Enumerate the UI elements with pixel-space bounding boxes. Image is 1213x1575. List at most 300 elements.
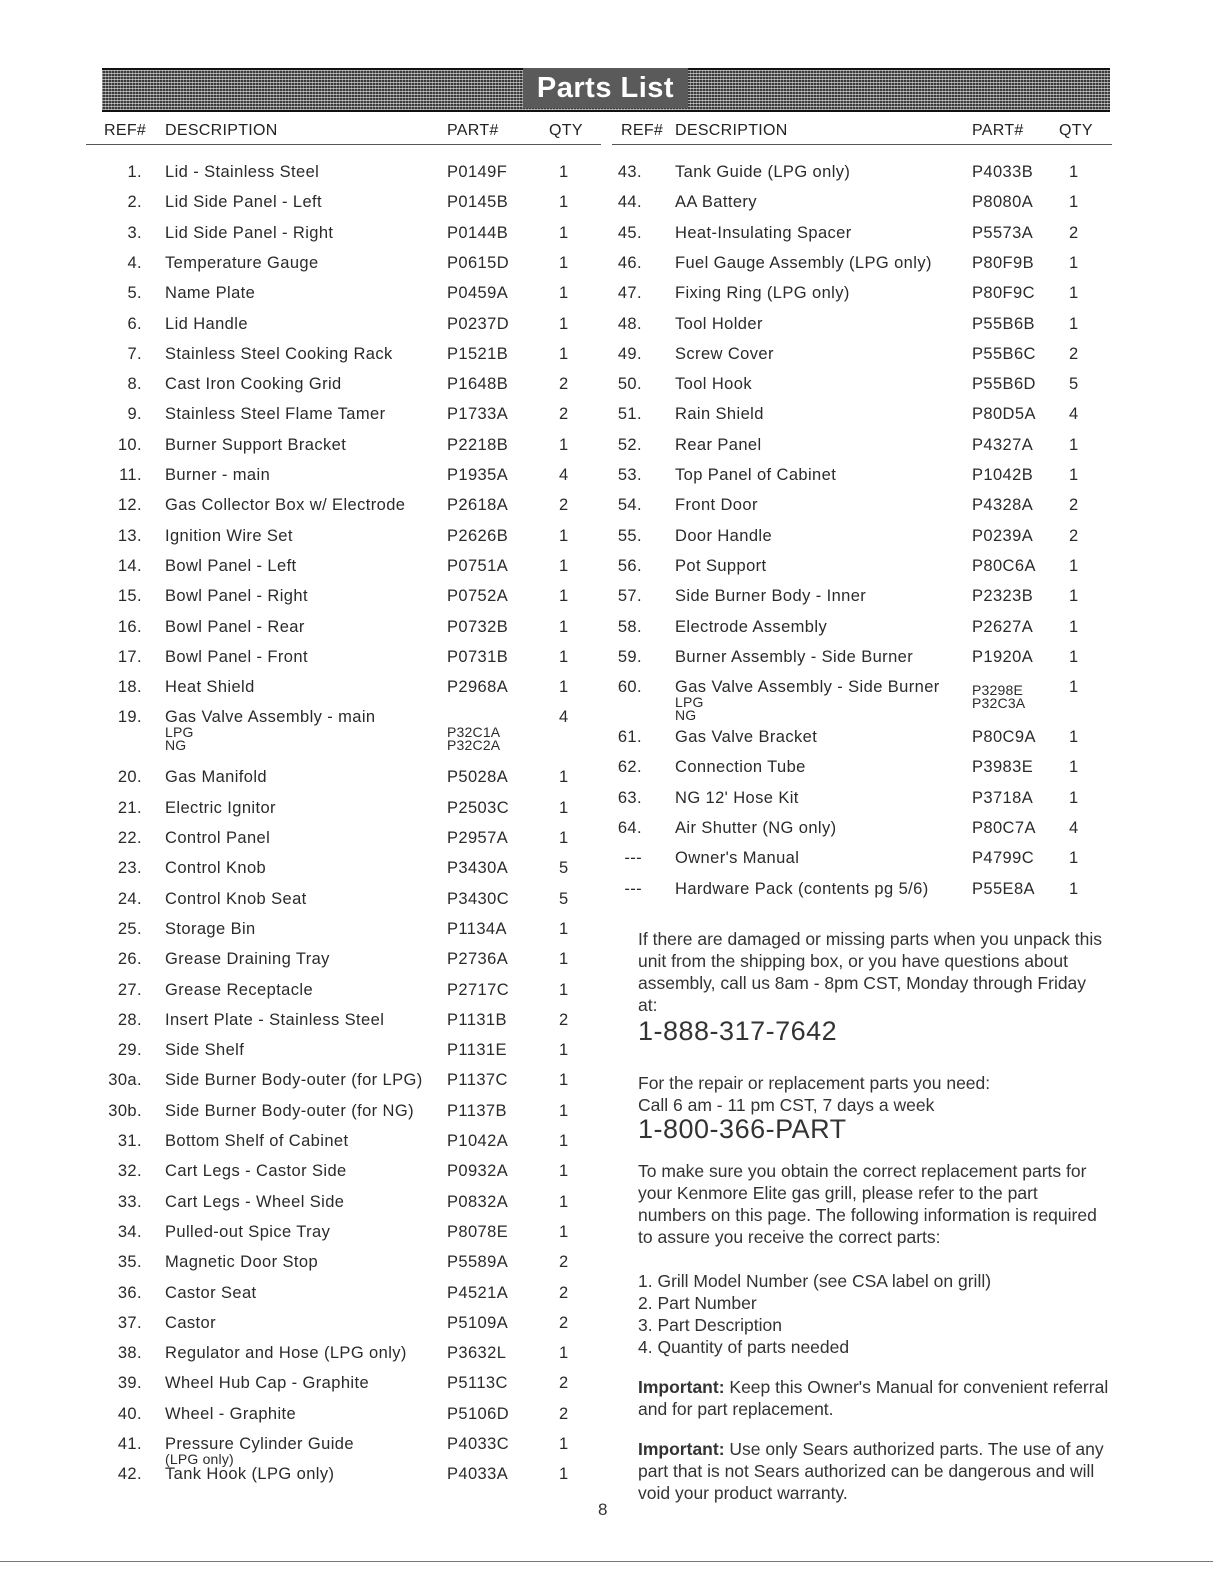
ref-cell: 4. — [127, 253, 142, 272]
description-cell: Burner - main — [165, 466, 271, 484]
qty-cell: 2 — [559, 405, 569, 424]
ref-cell: 50. — [617, 375, 642, 394]
part-number-cell: P5028A — [447, 768, 509, 787]
ref-cell: 32. — [117, 1162, 142, 1181]
support-intro: If there are damaged or missing parts when you unpack this unit from the shipping box, or you have questions about assembly, call us 8am - 8pm CST, Monday through Friday at: — [638, 929, 1102, 1015]
part-number-cell: P3430A — [447, 859, 509, 878]
description-cell: Fixing Ring (LPG only) — [675, 284, 850, 303]
ref-cell: 58. — [617, 617, 642, 636]
header-qty: QTY — [549, 122, 583, 139]
description-cell: Electrode Assembly — [675, 617, 828, 636]
qty-cell: 1 — [1069, 193, 1079, 212]
qty-cell: 1 — [1069, 617, 1079, 636]
part-number-cell: P3983E — [972, 758, 1034, 777]
qty-cell: 1 — [1069, 314, 1079, 333]
part-number-cell: P2736A — [447, 950, 509, 969]
header-qty: QTY — [1059, 122, 1093, 139]
description-cell: Heat-Insulating Spacer — [675, 223, 852, 242]
ref-cell: 54. — [617, 496, 642, 515]
qty-cell: 1 — [559, 1132, 569, 1150]
part-number-cell: P1521B — [447, 344, 509, 363]
description-cell: Bowl Panel - Right — [165, 587, 308, 606]
qty-cell: 1 — [1069, 758, 1079, 777]
ref-cell: 14. — [117, 556, 142, 575]
part-number-cell: P2503C — [447, 798, 510, 817]
part-number-cell: P1935A — [447, 466, 509, 484]
part-number-cell: P0752A — [447, 587, 509, 606]
ref-cell: 45. — [617, 223, 642, 242]
qty-cell: 1 — [559, 435, 569, 454]
obtain-parts-text: To make sure you obtain the correct replacement parts for your Kenmore Elite gas grill, please refer to the part numbers on this page. The following information is required to assure you receive the correct parts: — [638, 1161, 1097, 1247]
part-number-cell: P4328A — [972, 496, 1034, 515]
description-cell: Ignition Wire Set — [165, 526, 293, 545]
ref-cell: 38. — [117, 1344, 142, 1363]
ref-cell: 23. — [117, 859, 142, 878]
qty-cell: 1 — [559, 1344, 569, 1363]
header-part: PART# — [447, 122, 499, 139]
part-number-cell: P2627A — [972, 617, 1034, 636]
ref-cell: 29. — [117, 1041, 142, 1060]
parts-table-right — [612, 122, 1112, 898]
ref-cell: 3. — [127, 223, 142, 242]
ref-cell: 18. — [117, 678, 142, 697]
ref-cell: 20. — [117, 768, 142, 787]
ref-cell: 41. — [117, 1435, 142, 1453]
qty-cell: 1 — [559, 1435, 569, 1453]
header-part: PART# — [972, 122, 1024, 139]
ref-cell: 7. — [127, 344, 142, 363]
qty-cell: 1 — [559, 617, 569, 636]
description-cell: Grease Receptacle — [165, 980, 314, 999]
ref-cell: 57. — [617, 587, 642, 606]
qty-cell: 1 — [559, 1101, 569, 1120]
qty-cell: 1 — [1069, 284, 1079, 303]
description-cell: Wheel Hub Cap - Graphite — [165, 1374, 370, 1393]
qty-cell: 1 — [559, 223, 569, 242]
ref-cell: 47. — [617, 284, 642, 303]
qty-cell: 1 — [1069, 587, 1079, 606]
page-title: Parts List — [523, 68, 688, 108]
variant-label: (LPG only) — [165, 1451, 234, 1467]
qty-cell: 1 — [559, 253, 569, 272]
part-number-cell: P4033C — [447, 1435, 510, 1453]
qty-cell: 1 — [559, 1192, 569, 1211]
support-phone-2: 1-800-366-PART — [638, 1114, 847, 1144]
ref-cell: 30b. — [108, 1101, 142, 1120]
repair-hours: Call 6 am - 11 pm CST, 7 days a week — [638, 1095, 935, 1115]
description-cell: Cart Legs - Wheel Side — [165, 1192, 345, 1211]
qty-cell: 1 — [559, 768, 569, 787]
ref-cell: 37. — [117, 1313, 142, 1332]
description-cell: Top Panel of Cabinet — [675, 466, 837, 484]
description-cell: Gas Valve Assembly - Side Burner — [675, 678, 940, 697]
important-note-2 — [638, 1438, 1110, 1504]
ref-cell: 2. — [127, 193, 142, 212]
ref-cell: 39. — [117, 1374, 142, 1393]
part-number-cell: P3718A — [972, 788, 1034, 807]
variant-part-number: P3298E — [972, 682, 1024, 699]
qty-cell: 2 — [559, 1313, 569, 1332]
ref-cell: 42. — [117, 1465, 142, 1484]
part-number-cell: P2968A — [447, 678, 509, 697]
qty-cell: 1 — [1069, 647, 1079, 666]
description-cell: Stainless Steel Flame Tamer — [165, 405, 386, 424]
description-cell: Owner's Manual — [675, 849, 800, 868]
qty-cell: 2 — [1069, 526, 1079, 545]
ref-cell: 46. — [617, 253, 642, 272]
variant-part-number: P32C2A — [447, 737, 501, 754]
ref-cell: 31. — [117, 1132, 142, 1150]
qty-cell: 1 — [1069, 849, 1079, 868]
ref-cell: 64. — [617, 819, 642, 837]
ref-cell: 30a. — [108, 1071, 142, 1090]
part-number-cell: P0237D — [447, 314, 510, 333]
ref-cell: 17. — [117, 647, 142, 666]
description-cell: Rain Shield — [675, 405, 764, 424]
variant-part-number: P32C1A — [447, 724, 501, 741]
qty-cell: 1 — [559, 314, 569, 333]
ref-cell: 28. — [117, 1010, 142, 1029]
ref-cell: 40. — [117, 1404, 142, 1423]
ref-cell: 60. — [617, 678, 642, 697]
qty-cell: 1 — [559, 1162, 569, 1181]
table-header — [86, 122, 601, 145]
header-ref: REF# — [621, 122, 664, 139]
description-cell: Grease Draining Tray — [165, 950, 330, 969]
description-cell: Castor — [165, 1313, 216, 1332]
description-cell: Name Plate — [165, 284, 256, 303]
parts-table-left — [86, 122, 601, 1484]
description-cell: Bowl Panel - Left — [165, 556, 297, 575]
ref-cell: 6. — [127, 314, 142, 333]
ref-cell: 26. — [117, 950, 142, 969]
list-item: 4. Quantity of parts needed — [638, 1337, 850, 1357]
description-cell: Electric Ignitor — [165, 798, 276, 817]
ref-cell: 24. — [117, 889, 142, 908]
description-cell: Control Knob Seat — [165, 889, 307, 908]
qty-cell: 4 — [1069, 405, 1079, 424]
qty-cell: 1 — [559, 163, 569, 181]
part-number-cell: P1648B — [447, 375, 509, 394]
part-number-cell: P4033B — [972, 163, 1034, 181]
qty-cell: 1 — [1069, 163, 1079, 181]
part-number-cell: P1733A — [447, 405, 509, 424]
part-number-cell: P80F9C — [972, 284, 1035, 303]
qty-cell: 4 — [559, 466, 569, 484]
description-cell: Lid - Stainless Steel — [165, 163, 320, 181]
part-number-cell: P55E8A — [972, 879, 1035, 898]
part-number-cell: P80C6A — [972, 556, 1036, 575]
qty-cell: 2 — [559, 496, 569, 515]
ref-cell: --- — [624, 849, 642, 868]
description-cell: Screw Cover — [675, 344, 774, 363]
part-number-cell: P4521A — [447, 1283, 509, 1302]
qty-cell: 1 — [1069, 678, 1079, 697]
qty-cell: 1 — [1069, 788, 1079, 807]
qty-cell: 1 — [559, 647, 569, 666]
part-number-cell: P55B6B — [972, 314, 1035, 333]
qty-cell: 1 — [559, 950, 569, 969]
description-cell: Side Burner Body-outer (for NG) — [165, 1101, 414, 1120]
ref-cell: 35. — [117, 1253, 142, 1272]
ref-cell: 43. — [617, 163, 642, 181]
part-number-cell: P1134A — [447, 919, 507, 938]
required-info-list — [638, 1270, 1110, 1358]
part-number-cell: P4327A — [972, 435, 1034, 454]
description-cell: Gas Manifold — [165, 768, 268, 787]
qty-cell: 1 — [559, 587, 569, 606]
ref-cell: 10. — [117, 435, 142, 454]
description-cell: Lid Side Panel - Left — [165, 193, 322, 212]
part-number-cell: P55B6C — [972, 344, 1036, 363]
ref-cell: 53. — [617, 466, 642, 484]
ref-cell: 22. — [117, 829, 142, 847]
description-cell: Heat Shield — [165, 678, 255, 697]
ref-cell: 19. — [117, 708, 142, 727]
description-cell: Stainless Steel Cooking Rack — [165, 344, 393, 363]
part-number-cell: P0145B — [447, 193, 509, 212]
variant-label: NG — [165, 737, 187, 754]
part-number-cell: P0732B — [447, 617, 509, 636]
description-cell: Burner Assembly - Side Burner — [675, 647, 914, 666]
qty-cell: 1 — [559, 1041, 569, 1060]
part-number-cell: P5113C — [447, 1374, 508, 1393]
ref-cell: 33. — [117, 1192, 142, 1211]
part-number-cell: P80D5A — [972, 405, 1036, 424]
qty-cell: 1 — [1069, 556, 1079, 575]
qty-cell: 1 — [559, 980, 569, 999]
qty-cell: 2 — [1069, 223, 1079, 242]
part-number-cell: P5573A — [972, 223, 1034, 242]
qty-cell: 2 — [559, 1404, 569, 1423]
ref-cell: 27. — [117, 980, 142, 999]
qty-cell: 2 — [559, 375, 569, 394]
qty-cell: 1 — [1069, 253, 1079, 272]
description-cell: Magnetic Door Stop — [165, 1253, 319, 1272]
part-number-cell: P4033A — [447, 1465, 509, 1484]
ref-cell: 61. — [617, 728, 642, 747]
ref-cell: 63. — [617, 788, 642, 807]
part-number-cell: P80C9A — [972, 728, 1036, 747]
description-cell: Cast Iron Cooking Grid — [165, 375, 342, 394]
ref-cell: 25. — [117, 919, 142, 938]
ref-cell: 51. — [617, 405, 642, 424]
description-cell: Pressure Cylinder Guide — [165, 1435, 354, 1453]
repair-text: For the repair or replacement parts you need: — [638, 1073, 991, 1093]
description-cell: Temperature Gauge — [165, 253, 319, 272]
part-number-cell: P1920A — [972, 647, 1034, 666]
ref-cell: --- — [624, 879, 642, 898]
description-cell: Burner Support Bracket — [165, 435, 347, 454]
qty-cell: 1 — [559, 919, 569, 938]
part-number-cell: P0144B — [447, 223, 509, 242]
part-number-cell: P1137C — [447, 1071, 508, 1090]
qty-cell: 1 — [559, 193, 569, 212]
qty-cell: 1 — [1069, 435, 1079, 454]
qty-cell: 1 — [559, 678, 569, 697]
ref-cell: 62. — [617, 758, 642, 777]
description-cell: Control Knob — [165, 859, 267, 878]
description-cell: Front Door — [675, 496, 758, 515]
list-item: 2. Part Number — [638, 1293, 757, 1313]
qty-cell: 2 — [559, 1374, 569, 1393]
part-number-cell: P0459A — [447, 284, 509, 303]
part-number-cell: P0731B — [447, 647, 509, 666]
description-cell: Lid Side Panel - Right — [165, 223, 334, 242]
list-item: 3. Part Description — [638, 1315, 782, 1335]
part-number-cell: P80C7A — [972, 819, 1036, 837]
description-cell: Hardware Pack (contents pg 5/6) — [675, 879, 929, 898]
qty-cell: 5 — [559, 889, 569, 908]
part-number-cell: P1042B — [972, 466, 1034, 484]
ref-cell: 9. — [127, 405, 142, 424]
variant-label: LPG — [165, 724, 194, 741]
header-description: DESCRIPTION — [165, 122, 278, 139]
important-text: Use only Sears authorized parts. The use of any part that is not Sears authorized can be dangerous and will void your product warranty. — [638, 1439, 1104, 1503]
qty-cell: 2 — [1069, 344, 1079, 363]
description-cell: Tank Hook (LPG only) — [165, 1465, 335, 1484]
ref-cell: 56. — [617, 556, 642, 575]
qty-cell: 1 — [559, 1465, 569, 1484]
ref-cell: 8. — [127, 375, 142, 394]
important-label: Important: — [638, 1439, 725, 1459]
table-header — [612, 122, 1112, 145]
part-number-cell: P0832A — [447, 1192, 509, 1211]
description-cell: Regulator and Hose (LPG only) — [165, 1344, 407, 1363]
description-cell: Rear Panel — [675, 435, 762, 454]
ref-cell: 21. — [117, 798, 142, 817]
ref-cell: 5. — [127, 284, 142, 303]
description-cell: Tool Hook — [675, 375, 752, 394]
ref-cell: 44. — [617, 193, 642, 212]
qty-cell: 1 — [559, 344, 569, 363]
part-number-cell: P1131B — [447, 1010, 507, 1029]
part-number-cell: P3632L — [447, 1344, 507, 1363]
qty-cell: 1 — [1069, 728, 1079, 747]
qty-cell: 1 — [559, 526, 569, 545]
ref-cell: 34. — [117, 1222, 142, 1241]
ref-cell: 1. — [127, 163, 142, 181]
qty-cell: 4 — [1069, 819, 1079, 837]
description-cell: AA Battery — [675, 193, 757, 212]
header-description: DESCRIPTION — [675, 122, 788, 139]
part-number-cell: P2717C — [447, 980, 510, 999]
description-cell: Cart Legs - Castor Side — [165, 1162, 347, 1181]
part-number-cell: P4799C — [972, 849, 1035, 868]
important-note-1 — [638, 1376, 1110, 1420]
description-cell: NG 12' Hose Kit — [675, 788, 799, 807]
description-cell: Tank Guide (LPG only) — [675, 163, 851, 181]
variant-part-number: P32C3A — [972, 695, 1026, 712]
description-cell: Pot Support — [675, 556, 767, 575]
variant-label: LPG — [675, 694, 704, 711]
part-number-cell: P3430C — [447, 889, 510, 908]
description-cell: Castor Seat — [165, 1283, 257, 1302]
part-number-cell: P5589A — [447, 1253, 509, 1272]
description-cell: Bowl Panel - Rear — [165, 617, 305, 636]
ref-cell: 16. — [117, 617, 142, 636]
part-number-cell: P2323B — [972, 587, 1034, 606]
qty-cell: 2 — [1069, 496, 1079, 515]
description-cell: Bowl Panel - Front — [165, 647, 308, 666]
description-cell: Connection Tube — [675, 758, 806, 777]
description-cell: Air Shutter (NG only) — [675, 819, 837, 837]
list-item: 1. Grill Model Number (see CSA label on grill) — [638, 1271, 992, 1291]
ref-cell: 12. — [117, 496, 142, 515]
part-number-cell: P2618A — [447, 496, 509, 515]
description-cell: Bottom Shelf of Cabinet — [165, 1132, 349, 1150]
header-ref: REF# — [104, 122, 147, 139]
qty-cell: 1 — [559, 1222, 569, 1241]
part-number-cell: P0932A — [447, 1162, 509, 1181]
ref-cell: 11. — [119, 466, 142, 484]
qty-cell: 2 — [559, 1283, 569, 1302]
ref-cell: 59. — [617, 647, 642, 666]
support-phone-1: 1-888-317-7642 — [638, 1016, 838, 1046]
important-label: Important: — [638, 1377, 725, 1397]
part-number-cell: P2957A — [447, 829, 509, 847]
ref-cell: 49. — [617, 344, 642, 363]
part-number-cell: P0751A — [447, 556, 509, 575]
description-cell: Storage Bin — [165, 919, 256, 938]
qty-cell: 1 — [559, 829, 569, 847]
qty-cell: 2 — [559, 1010, 569, 1029]
description-cell: Side Shelf — [165, 1041, 245, 1060]
qty-cell: 5 — [559, 859, 569, 878]
description-cell: Gas Valve Assembly - main — [165, 708, 376, 727]
qty-cell: 1 — [1069, 466, 1079, 484]
description-cell: Fuel Gauge Assembly (LPG only) — [675, 253, 932, 272]
description-cell: Side Burner Body - Inner — [675, 587, 867, 606]
part-number-cell: P80F9B — [972, 253, 1035, 272]
part-number-cell: P1131E — [447, 1041, 507, 1060]
description-cell: Lid Handle — [165, 314, 248, 333]
part-number-cell: P0149F — [447, 163, 508, 181]
description-cell: Control Panel — [165, 829, 271, 847]
qty-cell: 1 — [559, 1071, 569, 1090]
part-number-cell: P0615D — [447, 253, 510, 272]
ref-cell: 48. — [617, 314, 642, 333]
part-number-cell: P8080A — [972, 193, 1034, 212]
ref-cell: 13. — [117, 526, 142, 545]
part-number-cell: P5106D — [447, 1404, 510, 1423]
variant-label: NG — [675, 707, 697, 724]
part-number-cell: P1137B — [447, 1101, 507, 1120]
part-number-cell: P1042A — [447, 1132, 509, 1150]
page-number: 8 — [598, 1500, 608, 1519]
qty-cell: 1 — [559, 798, 569, 817]
part-number-cell: P5109A — [447, 1313, 509, 1332]
description-cell: Side Burner Body-outer (for LPG) — [165, 1071, 423, 1090]
description-cell: Gas Valve Bracket — [675, 728, 818, 747]
important-text: Keep this Owner's Manual for convenient referral and for part replacement. — [638, 1377, 1109, 1419]
part-number-cell: P8078E — [447, 1222, 509, 1241]
description-cell: Gas Collector Box w/ Electrode — [165, 496, 406, 515]
ref-cell: 15. — [117, 587, 142, 606]
part-number-cell: P2626B — [447, 526, 509, 545]
qty-cell: 1 — [559, 284, 569, 303]
description-cell: Insert Plate - Stainless Steel — [165, 1010, 385, 1029]
description-cell: Wheel - Graphite — [165, 1404, 297, 1423]
part-number-cell: P2218B — [447, 435, 509, 454]
part-number-cell: P0239A — [972, 526, 1034, 545]
qty-cell: 2 — [559, 1253, 569, 1272]
description-cell: Pulled-out Spice Tray — [165, 1222, 331, 1241]
qty-cell: 1 — [1069, 879, 1079, 898]
footer-rule — [0, 1561, 1213, 1562]
ref-cell: 55. — [617, 526, 642, 545]
description-cell: Tool Holder — [675, 314, 763, 333]
